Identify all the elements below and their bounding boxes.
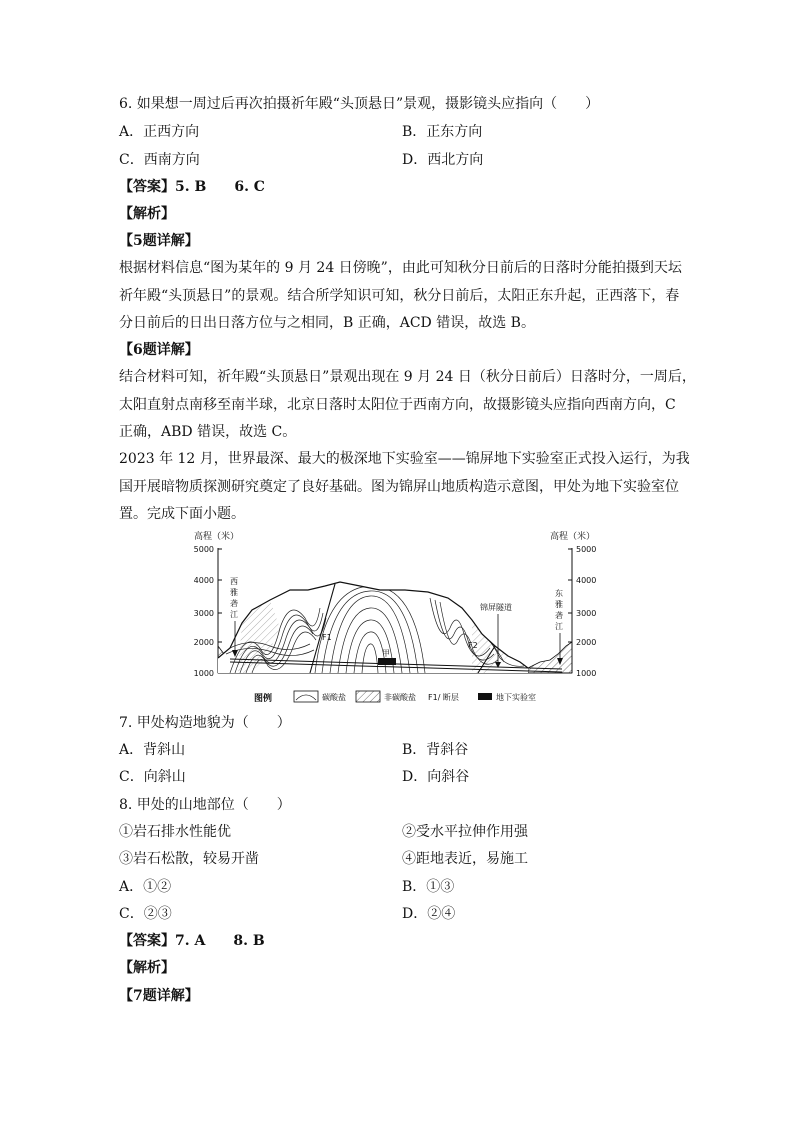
q8-option-b: B．①③ — [402, 879, 455, 895]
q6-detail-heading: 【6题详解】 — [119, 342, 199, 358]
q6-detail-line: 正确，ABD 错误，故选 C。 — [119, 424, 297, 440]
question-8-stem: 8. 甲处的山地部位（ ） — [119, 797, 291, 813]
q5-detail-line: 祈年殿“头顶悬日”的景观。结合所学知识可知，秋分日前后，太阳正东升起，正西落下，春 — [119, 288, 680, 304]
lab-label: 甲 — [382, 649, 390, 658]
q5-detail-line: 根据材料信息“图为某年的 9 月 24 日傍晚”，由此可知秋分日前后的日落时分能拍摄到天坛 — [119, 260, 682, 276]
answer-7-8: 【答案】7. A 8. B — [119, 933, 265, 949]
question-6-stem: 6. 如果想一周过后再次拍摄祈年殿“头顶悬日”景观，摄影镜头应指向（ ） — [119, 96, 600, 112]
tick-label: 4000 — [576, 576, 597, 585]
q6-option-c: C．西南方向 — [119, 152, 200, 168]
q7-option-b: B．背斜谷 — [402, 742, 469, 758]
analysis-heading-2: 【解析】 — [119, 960, 175, 976]
q5-detail-heading: 【5题详解】 — [119, 233, 199, 249]
tick-label: 3000 — [576, 609, 597, 618]
q5-detail-line: 分日前后的日出日落方位与之相同，B 正确，ACD 错误，故选 B。 — [119, 315, 535, 331]
west-river-char: 雅 — [230, 588, 238, 597]
q8-option-d: D．②④ — [402, 906, 456, 922]
left-axis-title: 高程（米） — [194, 532, 240, 542]
cross-section-svg — [190, 528, 610, 710]
west-river-char: 江 — [230, 610, 238, 619]
east-river-char: 砻 — [555, 611, 563, 620]
west-river-char: 砻 — [230, 599, 238, 608]
legend-carbonate-label: 碳酸盐 — [322, 693, 346, 702]
q6-option-d: D．西北方向 — [402, 152, 484, 168]
legend-noncarbonate-swatch — [356, 691, 380, 702]
q8-statement-1: ①岩石排水性能优 — [119, 824, 231, 840]
q8-statement-3: ③岩石松散，较易开凿 — [119, 851, 259, 867]
legend-lab-label: 地下实验室 — [496, 693, 536, 702]
underground-lab-marker — [378, 658, 396, 665]
answer-5-6: 【答案】5. B 6. C — [119, 179, 265, 195]
right-axis-title: 高程（米） — [550, 532, 596, 542]
q8-option-c: C．②③ — [119, 906, 172, 922]
material-line: 国开展暗物质探测研究奠定了良好基础。图为锦屏山地质构造示意图，甲处为地下实验室位 — [119, 479, 679, 495]
q6-detail-line: 结合材料可知，祈年殿“头顶悬日”景观出现在 9 月 24 日（秋分日前后）日落时分，一周后， — [119, 369, 696, 385]
east-river-char: 雅 — [555, 600, 563, 609]
tick-label: 4000 — [193, 576, 214, 585]
legend-carbonate-swatch — [294, 691, 318, 702]
question-7-stem: 7. 甲处构造地貌为（ ） — [119, 715, 291, 731]
east-river-char: 东 — [555, 589, 563, 598]
tick-label: 2000 — [576, 638, 597, 647]
west-river-char: 西 — [230, 577, 238, 586]
tick-label: 2000 — [193, 638, 214, 647]
legend-fault-label: F1/ 断层 — [428, 693, 459, 702]
material-line: 2023 年 12 月，世界最深、最大的极深地下实验室——锦屏地下实验室正式投入运行，为我 — [119, 451, 690, 467]
q8-statement-4: ④距地表近，易施工 — [402, 851, 528, 867]
q7-option-a: A．背斜山 — [119, 742, 186, 758]
q6-option-a: A．正西方向 — [119, 124, 200, 140]
material-line: 置。完成下面小题。 — [119, 506, 245, 522]
east-river-char: 江 — [555, 622, 563, 631]
tick-label: 5000 — [576, 545, 597, 554]
q7-option-d: D．向斜谷 — [402, 769, 470, 785]
jinping-geology-figure — [190, 528, 610, 710]
q8-option-a: A．①② — [119, 879, 172, 895]
analysis-heading-1: 【解析】 — [119, 206, 175, 222]
tick-label: 3000 — [193, 609, 214, 618]
q7-option-c: C．向斜山 — [119, 769, 186, 785]
tick-label: 1000 — [193, 669, 214, 678]
legend-title: 图例 — [254, 694, 273, 704]
tick-label: 5000 — [193, 545, 214, 554]
tick-label: 1000 — [576, 669, 597, 678]
q6-detail-line: 太阳直射点南移至南半球，北京日落时太阳位于西南方向，故摄影镜头应指向西南方向，C — [119, 397, 676, 413]
q6-option-b: B．正东方向 — [402, 124, 483, 140]
q8-statement-2: ②受水平拉伸作用强 — [402, 824, 528, 840]
legend-lab-swatch — [478, 693, 492, 700]
fault-f1-label: F1 — [322, 633, 332, 642]
legend-noncarbonate-label: 非碳酸盐 — [384, 693, 416, 702]
fault-f2-label: F2 — [468, 641, 478, 650]
tunnel-label: 锦屏隧道 — [480, 603, 512, 612]
q7-detail-heading: 【7题详解】 — [119, 988, 199, 1004]
